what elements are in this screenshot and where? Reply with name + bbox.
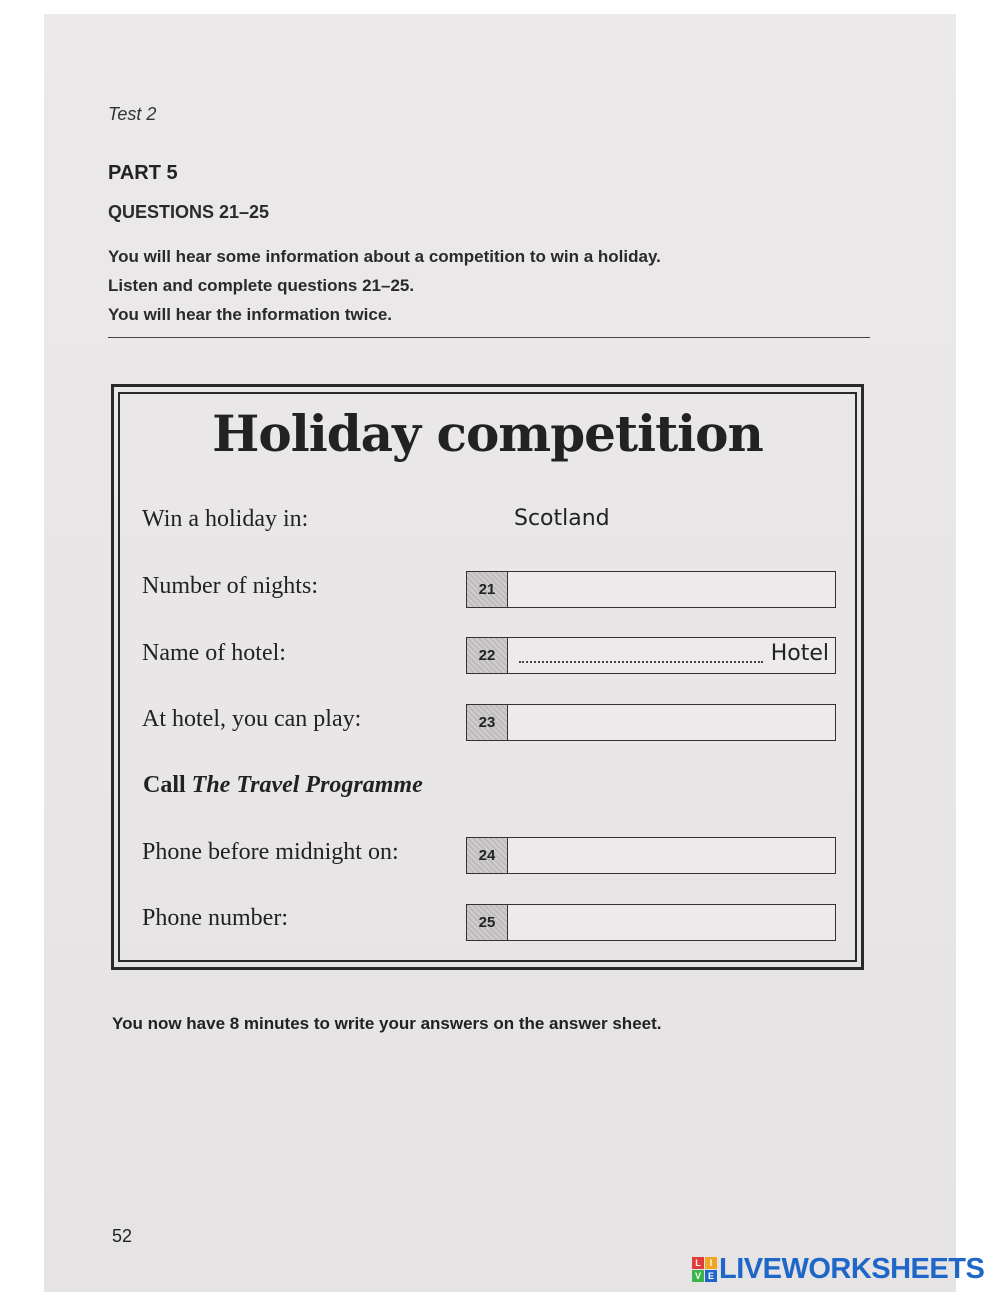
- logo-letter-v: V: [692, 1270, 704, 1282]
- answer-field-24[interactable]: [466, 837, 836, 874]
- form-title: Holiday competition: [212, 404, 763, 463]
- question-number-24: 24: [467, 838, 508, 873]
- test-label: Test 2: [108, 104, 157, 124]
- logo-letter-e: E: [705, 1270, 717, 1282]
- questions-heading: QUESTIONS 21–25: [108, 202, 270, 222]
- label-win-holiday: Win a holiday in:: [142, 506, 309, 532]
- liveworksheets-brand[interactable]: [692, 1254, 984, 1284]
- logo-letter-i: I: [705, 1257, 717, 1269]
- answer-example-scotland: Scotland: [514, 506, 610, 531]
- answer-field-25[interactable]: [466, 904, 836, 941]
- instruction-line-2: Listen and complete questions 21–25.: [108, 276, 415, 295]
- label-name-of-hotel: Name of hotel:: [142, 640, 286, 666]
- answer-field-21[interactable]: [466, 571, 836, 608]
- label-phone-number: Phone number:: [142, 905, 288, 931]
- programme-name: The Travel Programme: [191, 772, 423, 798]
- label-hotel-activities: At hotel, you can play:: [142, 706, 362, 732]
- question-number-22: 22: [467, 638, 508, 673]
- question-number-23: 23: [467, 705, 508, 740]
- instruction-line-1: You will hear some information about a competition to win a holiday.: [108, 247, 661, 266]
- call-prefix: Call: [143, 772, 192, 798]
- liveworksheets-logo-icon: [692, 1257, 717, 1282]
- brand-name: LIVEWORKSHEETS: [719, 1252, 985, 1285]
- hotel-suffix: Hotel: [770, 641, 829, 666]
- call-instruction: [143, 772, 423, 799]
- instruction-line-3: You will hear the information twice.: [108, 305, 392, 324]
- page-number: 52: [112, 1226, 133, 1246]
- part-heading: PART 5: [108, 162, 178, 184]
- question-number-21: 21: [467, 572, 508, 607]
- dotted-answer-line: [519, 661, 763, 663]
- divider-line: [108, 337, 870, 338]
- time-instruction: You now have 8 minutes to write your answers on the answer sheet.: [112, 1014, 662, 1033]
- logo-letter-l: L: [692, 1257, 704, 1269]
- answer-field-23[interactable]: [466, 704, 836, 741]
- label-number-of-nights: Number of nights:: [142, 573, 318, 599]
- form-frame-inner: [118, 392, 857, 962]
- label-phone-before-midnight: Phone before midnight on:: [142, 839, 399, 865]
- answer-field-22[interactable]: [466, 637, 836, 674]
- question-number-25: 25: [467, 905, 508, 940]
